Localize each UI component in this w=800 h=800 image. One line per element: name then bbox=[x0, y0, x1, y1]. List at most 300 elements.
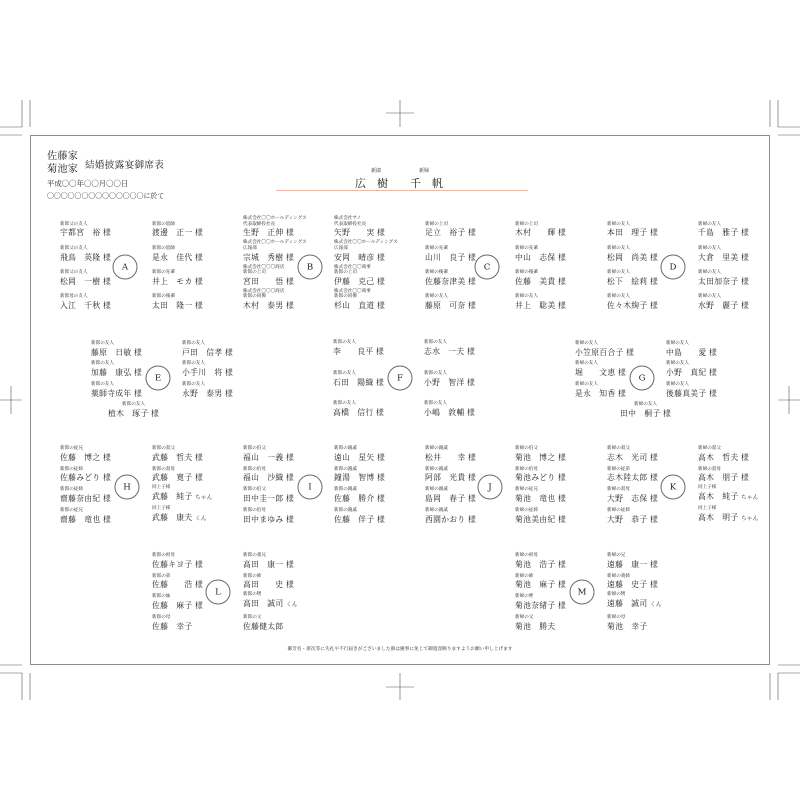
guest-honorific: 様 bbox=[224, 347, 234, 357]
guest-honorific: 様 bbox=[467, 276, 477, 286]
guest-name: 志水 一夫 bbox=[424, 347, 465, 356]
guest-name-line bbox=[60, 277, 111, 286]
guest-honorific: 様 bbox=[557, 580, 567, 590]
guest-role: 新婦の先輩 bbox=[425, 245, 448, 251]
guest-seat bbox=[152, 482, 213, 503]
guest-name-line bbox=[425, 453, 476, 462]
guest-seat bbox=[575, 336, 634, 357]
guest-role: 新婦の従姉 bbox=[515, 507, 538, 513]
guest-honorific: 様 bbox=[224, 368, 234, 377]
bride-label: 新婦 bbox=[419, 168, 430, 174]
guest-seat bbox=[243, 503, 294, 524]
guest-honorific: 様 bbox=[376, 473, 386, 483]
guest-role: 新郎の伯母 bbox=[243, 466, 266, 472]
guest-honorific: 様 bbox=[649, 252, 659, 262]
guest-role: 新郎の妹 bbox=[152, 594, 171, 600]
guest-name: 宗城 秀樹 bbox=[243, 252, 284, 262]
guest-honorific: 様 bbox=[102, 452, 112, 462]
guest-honorific: 様 bbox=[467, 473, 477, 483]
guest-name: 永野 泰男 bbox=[182, 388, 223, 398]
guest-role: 株式会社〇〇ホールディングス 代表取締役社長 bbox=[243, 215, 307, 227]
guest-role: 新婦の従姉 bbox=[607, 507, 630, 513]
guest-seat bbox=[60, 482, 111, 503]
guest-honorific: 様 bbox=[617, 388, 627, 398]
guest-seat bbox=[698, 213, 749, 237]
guest-name: 志木 光司 bbox=[607, 452, 648, 462]
guest-seat bbox=[515, 610, 566, 631]
guest-seat bbox=[333, 387, 384, 418]
guest-name-line bbox=[575, 348, 634, 357]
guest-seat bbox=[334, 482, 385, 503]
guest-honorific: 様 bbox=[557, 601, 567, 611]
guest-name-line bbox=[60, 473, 111, 482]
guest-seat bbox=[60, 286, 111, 310]
guest-name-line bbox=[60, 453, 111, 462]
guest-name-line bbox=[60, 253, 111, 262]
guest-name: 高木 朋子 bbox=[698, 473, 739, 483]
guest-name: 志木陸太郎 bbox=[607, 473, 648, 483]
guest-name-line bbox=[60, 228, 111, 237]
guest-name-line bbox=[424, 378, 475, 387]
guest-name-line bbox=[698, 253, 749, 262]
guest-seat bbox=[334, 441, 385, 462]
guest-role: 新婦の伯父 bbox=[515, 445, 538, 451]
guest-honorific: 様 bbox=[649, 559, 659, 569]
guest-name: 佐藤 勝介 bbox=[334, 494, 375, 504]
guest-seat bbox=[152, 441, 213, 462]
guest-seat bbox=[698, 262, 749, 286]
guest-honorific: 様 bbox=[376, 452, 386, 462]
guest-role: 新郎の親戚 bbox=[334, 487, 357, 493]
guest-name: 菊池 博之 bbox=[515, 452, 556, 462]
guest-name: 渡邊 正一 bbox=[152, 228, 193, 238]
guest-name: 山川 良子 bbox=[425, 252, 466, 262]
guest-seat bbox=[515, 237, 566, 261]
guest-role: 株式会社〇〇商事 新郎の同僚 bbox=[334, 288, 371, 300]
guest-name-line bbox=[334, 515, 385, 524]
guest-name-line bbox=[152, 473, 213, 482]
guest-honorific: 様 bbox=[102, 252, 112, 262]
guest-seat bbox=[182, 336, 233, 357]
guest-name-line bbox=[425, 228, 476, 237]
guest-name: 田中まゆみ bbox=[243, 514, 284, 524]
guest-role: 新婦の父 bbox=[515, 614, 534, 620]
left-seat-column bbox=[152, 548, 203, 631]
guest-honorific: くん bbox=[194, 515, 207, 522]
guest-name-line bbox=[698, 453, 759, 462]
guest-seat bbox=[334, 237, 398, 261]
guest-honorific: 様 bbox=[557, 252, 567, 262]
guest-name-line bbox=[515, 473, 566, 482]
guest-honorific: 様 bbox=[102, 473, 112, 483]
guest-honorific: 様 bbox=[375, 347, 385, 356]
guest-name-line bbox=[334, 253, 398, 262]
guest-seat bbox=[666, 377, 717, 398]
guest-role: 株式会社〇〇商事 新郎の上司 bbox=[334, 264, 371, 276]
guest-seat bbox=[607, 213, 658, 237]
guest-name-line bbox=[424, 408, 475, 417]
right-seat-column bbox=[515, 213, 566, 310]
bottom-seat bbox=[108, 398, 159, 419]
guest-name: 中山 志保 bbox=[515, 252, 556, 262]
guest-name: 小手川 将 bbox=[182, 368, 223, 377]
table-marker: M bbox=[570, 580, 595, 605]
guest-name: 佐藤 浩 bbox=[152, 580, 193, 590]
guest-role: 新婦の友人 bbox=[575, 361, 598, 367]
guest-seat bbox=[334, 503, 385, 524]
guest-name-line bbox=[152, 492, 213, 503]
couple-underline bbox=[276, 190, 528, 191]
guest-role: 新婦の友人 bbox=[425, 294, 448, 300]
guest-name: 水野 麗子 bbox=[698, 301, 739, 311]
guest-name: 宮田 悟 bbox=[243, 276, 284, 286]
guest-seat bbox=[607, 589, 662, 610]
guest-name-line bbox=[515, 494, 566, 503]
guest-name: 鐘湯 智博 bbox=[334, 473, 375, 483]
guest-name-line bbox=[515, 560, 566, 569]
guest-seat bbox=[243, 548, 298, 569]
guest-honorific: 様 bbox=[102, 514, 112, 524]
family-names bbox=[47, 150, 78, 176]
guest-honorific: 様 bbox=[740, 276, 750, 286]
guest-role: 同上子様 bbox=[152, 505, 171, 511]
guest-role: 新郎の伯父 bbox=[243, 487, 266, 493]
guest-honorific: 様 bbox=[285, 276, 295, 286]
guest-name-line bbox=[152, 228, 203, 237]
guest-name-line bbox=[607, 622, 662, 631]
guest-seat bbox=[425, 482, 476, 503]
guest-name: 佐藤みどり bbox=[60, 473, 101, 483]
guest-role: 新郎の友人 bbox=[91, 381, 114, 387]
guest-role: 新婦の叔母 bbox=[607, 487, 630, 493]
guest-role: 新婦の友人 bbox=[607, 270, 630, 276]
guest-seat bbox=[607, 482, 658, 503]
guest-name: 小嶋 敦輔 bbox=[424, 408, 465, 417]
guest-seat bbox=[425, 503, 476, 524]
guest-honorific: 様 bbox=[466, 377, 476, 387]
guest-seat bbox=[60, 462, 111, 483]
guest-seat bbox=[152, 237, 203, 261]
guest-name-line bbox=[60, 301, 111, 310]
guest-name: 安岡 晴彦 bbox=[334, 252, 375, 262]
guest-seat bbox=[60, 237, 111, 261]
guest-seat bbox=[515, 441, 566, 462]
guest-name: 千島 雅子 bbox=[698, 228, 739, 238]
guest-name: 井上 聡美 bbox=[515, 301, 556, 311]
guest-honorific: 様 bbox=[376, 514, 386, 524]
guest-seat bbox=[60, 441, 111, 462]
guest-name: 中島 愛 bbox=[666, 347, 707, 357]
guest-seat bbox=[152, 286, 203, 310]
guest-name: 高木 明子 bbox=[698, 512, 739, 522]
guest-honorific: 様 bbox=[285, 559, 295, 569]
guest-name: 菊池 浩子 bbox=[515, 559, 556, 569]
guest-role: 新婦の祖母 bbox=[515, 552, 538, 558]
guest-name: 武藤 哲夫 bbox=[152, 452, 193, 462]
guest-role: 新婦の先輩 bbox=[515, 245, 538, 251]
guest-role: 新婦の叔父 bbox=[698, 445, 721, 451]
table-marker: G bbox=[630, 366, 655, 391]
guest-role: 新郎の従兄 bbox=[60, 445, 83, 451]
guest-name: 高田 康一 bbox=[243, 559, 284, 569]
guest-role: 新婦の親戚 bbox=[425, 487, 448, 493]
guest-seat bbox=[425, 286, 476, 310]
guest-name-line bbox=[243, 253, 307, 262]
guest-name: 飛鳥 英隆 bbox=[60, 252, 101, 262]
guest-seat bbox=[698, 482, 759, 503]
guest-name-line bbox=[607, 580, 662, 589]
left-seat-column bbox=[60, 213, 111, 310]
guest-name: 福山 沙織 bbox=[243, 473, 284, 483]
guest-seat bbox=[152, 610, 203, 631]
guest-honorific: 様 bbox=[626, 347, 635, 357]
guest-seat bbox=[182, 377, 233, 398]
guest-name: 大野 志保 bbox=[607, 494, 648, 504]
guest-name-line bbox=[243, 277, 307, 286]
guest-seat bbox=[698, 237, 749, 261]
guest-name-line bbox=[334, 494, 385, 503]
guest-role: 同上子様 bbox=[698, 505, 717, 511]
guest-honorific: 様 bbox=[376, 228, 386, 238]
guest-name-line bbox=[334, 473, 385, 482]
guest-name: 石田 陽織 bbox=[333, 377, 374, 387]
guest-seat bbox=[243, 482, 294, 503]
guest-name-line bbox=[333, 347, 384, 356]
guest-name: 佐藤 美貴 bbox=[515, 276, 556, 286]
guest-honorific: 様 bbox=[467, 252, 477, 262]
guest-role: 新婦の友人 bbox=[698, 294, 721, 300]
guest-name-line bbox=[182, 389, 233, 398]
guest-honorific: 様 bbox=[557, 494, 567, 504]
left-seat-column bbox=[515, 548, 566, 631]
guest-honorific: 様 bbox=[285, 494, 295, 504]
guest-name: 植木 琢子 bbox=[108, 409, 149, 418]
guest-name-line bbox=[333, 378, 384, 387]
table-marker: L bbox=[206, 580, 231, 605]
guest-honorific: 様 bbox=[376, 252, 386, 262]
guest-honorific: 様 bbox=[557, 473, 567, 483]
guest-name-line bbox=[152, 301, 203, 310]
guest-honorific: 様 bbox=[102, 228, 112, 238]
guest-name-line bbox=[425, 494, 476, 503]
guest-seat bbox=[515, 462, 566, 483]
guest-name-line bbox=[91, 368, 142, 377]
guest-seat bbox=[666, 336, 717, 357]
guest-name-line bbox=[607, 453, 658, 462]
guest-seat bbox=[91, 357, 142, 378]
guest-name: 藤原 日敏 bbox=[91, 347, 132, 357]
guest-seat bbox=[152, 213, 203, 237]
guest-name: 菊池 勝夫 bbox=[515, 621, 556, 631]
guest-role: 新郎の恩師 bbox=[152, 221, 175, 227]
guest-role: 新郎の友人 bbox=[182, 381, 205, 387]
guest-name-line bbox=[334, 453, 385, 462]
guest-role: 新婦の従兄 bbox=[515, 487, 538, 493]
left-seat-column bbox=[607, 441, 658, 524]
guest-honorific: 様 bbox=[194, 301, 204, 311]
guest-name-line bbox=[575, 389, 634, 398]
guest-role: 新婦の叔母 bbox=[698, 466, 721, 472]
guest-seat bbox=[152, 589, 203, 610]
right-seat-column bbox=[666, 336, 717, 398]
guest-seat bbox=[243, 462, 294, 483]
guest-seat bbox=[607, 548, 662, 569]
guest-honorific: 様 bbox=[467, 514, 477, 524]
guest-seat bbox=[607, 503, 658, 524]
guest-role: 新郎の友人 bbox=[333, 370, 356, 376]
guest-role: 新婦の義姉 bbox=[607, 573, 630, 579]
right-seat-column bbox=[182, 336, 233, 398]
guest-role: 新婦の上司 bbox=[425, 221, 448, 227]
guest-honorific: ちゃん bbox=[740, 495, 759, 502]
right-seat-column bbox=[152, 441, 213, 524]
table-marker: H bbox=[115, 475, 140, 500]
guest-honorific: 様 bbox=[285, 473, 295, 483]
guest-name-line bbox=[515, 301, 566, 310]
guest-honorific: 様 bbox=[375, 408, 385, 417]
right-seat-column bbox=[334, 213, 398, 310]
guest-name-line bbox=[152, 513, 213, 524]
guest-name: 大倉 里美 bbox=[698, 252, 739, 262]
guest-name: 佐藤 博之 bbox=[60, 452, 101, 462]
guest-name: 後藤真美子 bbox=[666, 388, 707, 398]
guest-seat bbox=[152, 462, 213, 483]
guest-role: 株式会社〇〇ホールディングス 広報部 bbox=[243, 240, 307, 251]
guest-name: 菊池みどり bbox=[515, 473, 556, 483]
guest-name: 矢野 実 bbox=[334, 228, 375, 238]
guest-honorific: 様 bbox=[649, 514, 659, 524]
guest-honorific: 様 bbox=[662, 409, 672, 418]
footer-note: 御芳名・席次等に失礼や不行届きがございました節は慶事に免じて御寛容賜りますようお願い申し上げます bbox=[287, 647, 513, 652]
guest-role: 新郎の叔母 bbox=[152, 466, 175, 472]
guest-honorific: 様 bbox=[466, 408, 476, 417]
guest-role: 新婦の友人 bbox=[698, 221, 721, 227]
guest-honorific: くん bbox=[649, 602, 662, 609]
right-seat-column bbox=[515, 441, 566, 524]
guest-name: 西園かおり bbox=[425, 514, 466, 524]
guest-honorific: 様 bbox=[224, 388, 234, 398]
guest-seat bbox=[515, 548, 566, 569]
guest-honorific: 様 bbox=[467, 494, 477, 504]
guest-seat bbox=[607, 262, 658, 286]
guest-name-line bbox=[425, 277, 476, 286]
guest-honorific: 様 bbox=[617, 368, 627, 377]
guest-seat bbox=[607, 237, 658, 261]
guest-role: 新婦の甥 bbox=[607, 592, 626, 598]
left-seat-column bbox=[243, 213, 307, 310]
guest-name: 菊池 竜也 bbox=[515, 494, 556, 504]
guest-role: 新婦の上司 bbox=[515, 221, 538, 227]
guest-role: 新郎の友人 bbox=[424, 370, 447, 376]
guest-role: 株式会社サノ 代表取締役社長 bbox=[334, 215, 367, 227]
guest-name: 松下 絵莉 bbox=[607, 276, 648, 286]
guest-name-line bbox=[515, 622, 566, 631]
right-seat-column bbox=[698, 441, 759, 524]
groom-name: 広 樹 bbox=[355, 177, 388, 190]
guest-name: 木村 輝 bbox=[515, 228, 556, 238]
guest-honorific: 様 bbox=[708, 368, 718, 377]
guest-name-line bbox=[182, 368, 233, 377]
guest-honorific: 様 bbox=[285, 301, 295, 311]
guest-role: 新婦の親戚 bbox=[425, 445, 448, 451]
guest-seat bbox=[620, 398, 671, 419]
guest-name-line bbox=[515, 453, 566, 462]
guest-honorific: 様 bbox=[285, 514, 295, 524]
guest-seat bbox=[575, 357, 634, 378]
guest-name-line bbox=[152, 601, 203, 610]
guest-honorific: 様 bbox=[285, 228, 295, 238]
guest-honorific: 様 bbox=[557, 301, 567, 311]
guest-name: 松岡 尚美 bbox=[607, 252, 648, 262]
guest-seat bbox=[607, 610, 662, 631]
guest-honorific: 様 bbox=[466, 347, 476, 356]
guest-role: 新婦の友人 bbox=[575, 340, 598, 346]
guest-role: 新郎の弟 bbox=[152, 573, 171, 579]
guest-seat bbox=[152, 262, 203, 286]
guest-role: 新郎の友人 bbox=[182, 361, 205, 367]
guest-seat bbox=[152, 569, 203, 590]
guest-role: 新郎の叔父 bbox=[152, 445, 175, 451]
guest-honorific: 様 bbox=[194, 276, 204, 286]
guest-seat bbox=[607, 286, 658, 310]
guest-name: 佐藤 伴子 bbox=[334, 514, 375, 524]
guest-name-line bbox=[152, 622, 203, 631]
guest-name: 大野 恭子 bbox=[607, 514, 648, 524]
bride-name: 千 帆 bbox=[410, 177, 443, 190]
guest-name: 遠藤 誠司 bbox=[607, 599, 648, 609]
guest-honorific: 様 bbox=[557, 514, 567, 524]
guest-name-line bbox=[243, 228, 307, 237]
guest-name: 藤原 可奈 bbox=[425, 301, 466, 311]
guest-name-line bbox=[425, 301, 476, 310]
guest-name-line bbox=[698, 277, 749, 286]
guest-seat bbox=[425, 441, 476, 462]
guest-name: 阿部 光貴 bbox=[425, 473, 466, 483]
guest-role: 株式会社〇〇〇商店 新郎の同僚 bbox=[243, 288, 285, 300]
guest-seat bbox=[333, 356, 384, 387]
guest-seat bbox=[333, 326, 384, 357]
guest-honorific: くん bbox=[285, 602, 298, 609]
guest-role: 新郎父の友人 bbox=[60, 270, 88, 276]
guest-honorific: 様 bbox=[102, 301, 112, 311]
right-seat-column bbox=[243, 548, 298, 631]
left-seat-column bbox=[425, 441, 476, 524]
guest-role: 新婦の友人 bbox=[698, 245, 721, 251]
guest-name-line bbox=[698, 473, 759, 482]
guest-name: 足立 裕子 bbox=[425, 228, 466, 238]
left-seat-column bbox=[575, 336, 634, 398]
guest-honorific: 様 bbox=[740, 452, 750, 462]
guest-name-line bbox=[698, 228, 749, 237]
guest-name: 松井 幸 bbox=[425, 452, 466, 462]
guest-honorific: 様 bbox=[194, 452, 204, 462]
guest-role: 新郎の姉 bbox=[243, 573, 262, 579]
guest-seat bbox=[243, 237, 307, 261]
table-marker: D bbox=[661, 255, 686, 280]
guest-role: 新婦の従弟 bbox=[607, 466, 630, 472]
guest-honorific: 様 bbox=[376, 494, 386, 504]
guest-honorific: 様 bbox=[649, 301, 659, 311]
guest-seat bbox=[91, 336, 142, 357]
guest-name-line bbox=[91, 389, 142, 398]
right-seat-column bbox=[607, 548, 662, 631]
guest-name-line bbox=[243, 622, 298, 631]
guest-role: 新郎の親戚 bbox=[334, 507, 357, 513]
guest-name: 佐藤キヨ子 bbox=[152, 559, 193, 569]
guest-name-line bbox=[91, 348, 142, 357]
guest-name-line bbox=[60, 494, 111, 503]
guest-role: 新郎の伯父 bbox=[243, 445, 266, 451]
